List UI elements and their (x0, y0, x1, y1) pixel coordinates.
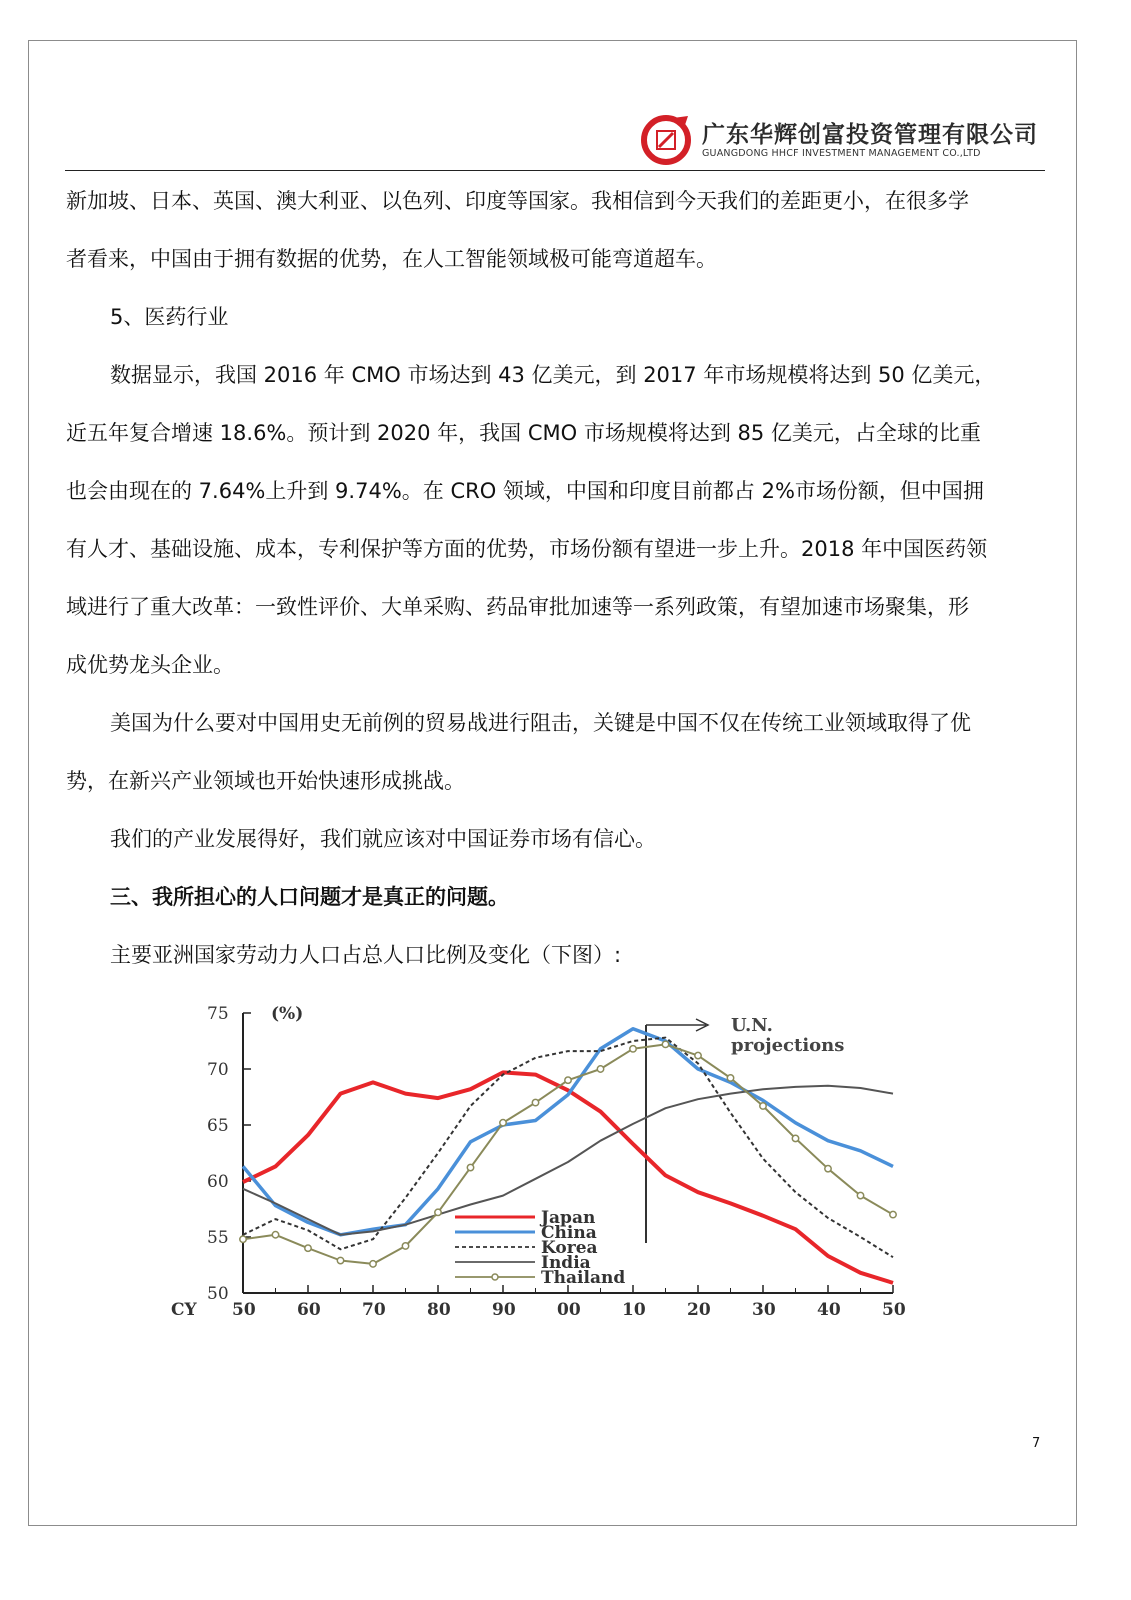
x-tick-label: 10 (622, 1300, 646, 1320)
legend-label: India (541, 1253, 591, 1273)
series-point-thailand (792, 1135, 798, 1141)
company-name-cn: 广东华辉创富投资管理有限公司 (702, 122, 1038, 148)
series-point-thailand (370, 1261, 376, 1267)
y-tick-label: 75 (207, 1004, 229, 1024)
series-point-thailand (695, 1052, 701, 1058)
projection-label: projections (731, 1035, 845, 1056)
y-tick-label: 65 (207, 1116, 229, 1136)
paragraph-line: 我们的产业发展得好，我们就应该对中国证券市场有信心。 (110, 827, 656, 851)
labor-force-chart (165, 995, 915, 1330)
series-point-thailand (565, 1077, 571, 1083)
paragraph-line: 美国为什么要对中国用史无前例的贸易战进行阻击，关键是中国不仅在传统工业领域取得了优 (110, 711, 971, 735)
x-tick-label: 60 (297, 1300, 321, 1320)
paragraph-line: 者看来，中国由于拥有数据的优势，在人工智能领域极可能弯道超车。 (66, 247, 717, 271)
paragraph-line: 有人才、基础设施、成本，专利保护等方面的优势，市场份额有望进一步上升。2018 年中国医药领 (66, 537, 988, 561)
series-point-thailand (272, 1232, 278, 1238)
page-number: 7 (1032, 1436, 1041, 1451)
series-line-china (243, 1029, 893, 1235)
legend-label: Thailand (541, 1268, 626, 1288)
company-name-en: GUANGDONG HHCF INVESTMENT MANAGEMENT CO.,LTD (702, 148, 981, 159)
company-header (640, 108, 1040, 168)
paragraph-line: 域进行了重大改革：一致性评价、大单采购、药品审批加速等一系列政策，有望加速市场聚集，形 (66, 595, 969, 619)
x-tick-label: 70 (362, 1300, 386, 1320)
y-tick-label: 55 (207, 1228, 229, 1248)
series-point-thailand (727, 1075, 733, 1081)
section-heading-population: 三、我所担心的人口问题才是真正的问题。 (110, 885, 509, 909)
x-tick-label: 50 (882, 1300, 906, 1320)
series-point-thailand (337, 1257, 343, 1263)
y-axis-unit-label: (%) (271, 1004, 304, 1024)
x-tick-label: 00 (557, 1300, 581, 1320)
paragraph-line: 新加坡、日本、英国、澳大利亚、以色列、印度等国家。我相信到今天我们的差距更小，在很多学 (66, 189, 969, 213)
series-point-thailand (857, 1192, 863, 1198)
series-point-thailand (305, 1245, 311, 1251)
x-tick-label: 80 (427, 1300, 451, 1320)
y-tick-label: 60 (207, 1172, 229, 1192)
series-point-thailand (240, 1236, 246, 1242)
series-point-thailand (402, 1243, 408, 1249)
series-point-thailand (630, 1046, 636, 1052)
series-point-thailand (662, 1041, 668, 1047)
series-point-thailand (532, 1099, 538, 1105)
legend-marker (492, 1274, 498, 1280)
paragraph-line: 数据显示，我国 2016 年 CMO 市场达到 43 亿美元，到 2017 年市场规模将达到 50 亿美元， (110, 363, 996, 387)
x-tick-label: 50 (232, 1300, 256, 1320)
series-point-thailand (500, 1120, 506, 1126)
x-tick-label: 40 (817, 1300, 841, 1320)
x-tick-label: 20 (687, 1300, 711, 1320)
projection-label: U.N. (731, 1015, 773, 1036)
y-tick-label: 70 (207, 1060, 229, 1080)
series-point-thailand (597, 1066, 603, 1072)
x-tick-label: 90 (492, 1300, 516, 1320)
header-divider (65, 170, 1045, 171)
x-axis-prefix-label: CY (171, 1300, 197, 1320)
paragraph-line: 势，在新兴产业领域也开始快速形成挑战。 (66, 769, 465, 793)
series-point-thailand (890, 1211, 896, 1217)
section-heading-pharma: 5、医药行业 (110, 305, 229, 329)
x-tick-label: 30 (752, 1300, 776, 1320)
paragraph-line: 也会由现在的 7.64%上升到 9.74%。在 CRO 领域，中国和印度目前都占 2%市场份额，但中国拥 (66, 479, 984, 503)
legend-label: Korea (541, 1238, 598, 1258)
paragraph-line: 成优势龙头企业。 (66, 653, 234, 677)
chart-caption: 主要亚洲国家劳动力人口占总人口比例及变化（下图）: (110, 943, 622, 967)
series-point-thailand (825, 1165, 831, 1171)
series-point-thailand (435, 1209, 441, 1215)
y-tick-label: 50 (207, 1284, 229, 1304)
legend-label: Japan (541, 1208, 596, 1228)
legend-label: China (541, 1223, 597, 1243)
series-point-thailand (467, 1164, 473, 1170)
series-point-thailand (760, 1103, 766, 1109)
paragraph-line: 近五年复合增速 18.6%。预计到 2020 年，我国 CMO 市场规模将达到 85 亿美元，占全球的比重 (66, 421, 981, 445)
company-logo-icon (640, 114, 692, 166)
